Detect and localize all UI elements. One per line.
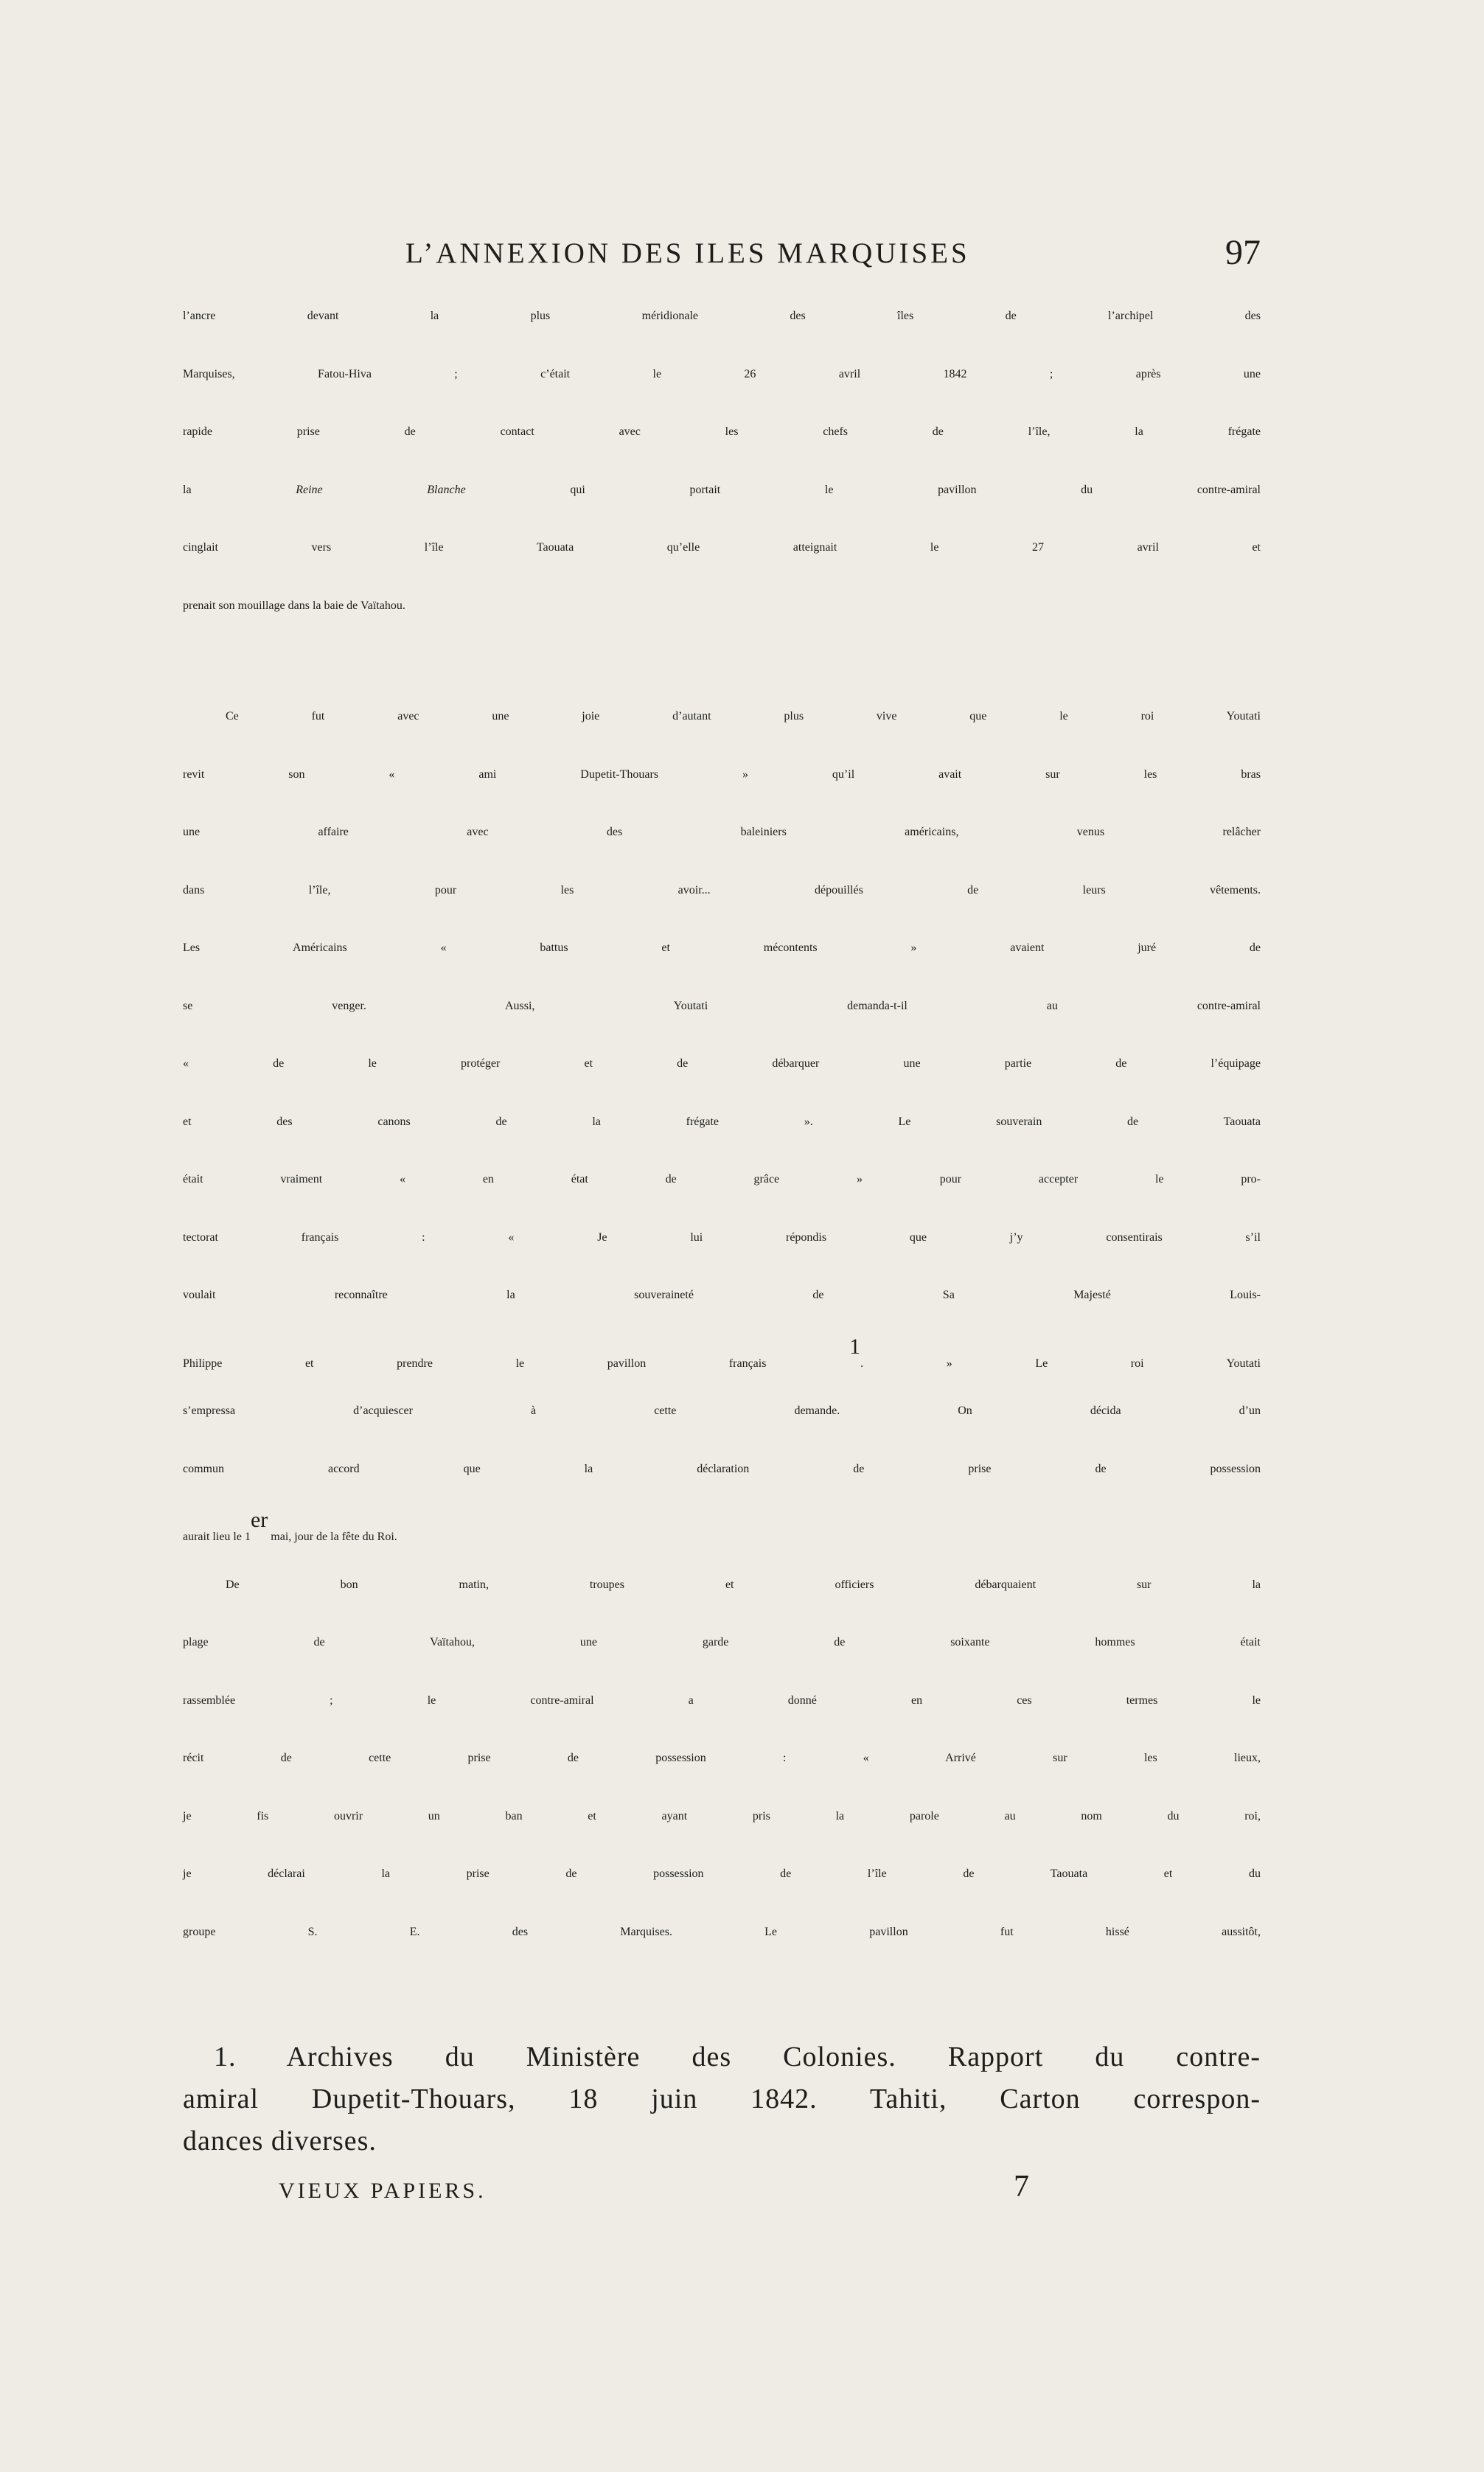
signature-number: 7: [1014, 2170, 1029, 2204]
footnote-reference: 1: [849, 1334, 861, 1359]
running-title: L’ANNEXION DES ILES MARQUISES: [405, 237, 970, 269]
text-line: Marquises, Fatou-Hiva ; c’était le 26 avril 1842 ; après une: [183, 367, 1261, 380]
text-line: rassemblée ; le contre-amiral a donné en ces termes le: [183, 1693, 1261, 1707]
text-line: cinglait vers l’île Taouata qu’elle atteignait le 27 avril et: [183, 541, 1261, 554]
text-run: qui portait le pavillon du contre-amiral: [465, 483, 1261, 496]
text-line: une affaire avec des baleiniers américains, venus relâcher: [183, 826, 1261, 838]
text-line: se venger. Aussi, Youtati demanda-t-il au contre-amiral: [183, 999, 1261, 1012]
text-line: était vraiment « en état de grâce » pour accepter le pro-: [183, 1173, 1261, 1185]
footnote-line: 1. Archives du Ministère des Colonies. Rapport du contre-: [214, 2041, 1261, 2072]
running-head: [184, 232, 1261, 276]
text-run: Philippe et prendre le pavillon français: [183, 1357, 850, 1370]
body-text: [183, 310, 1261, 1983]
text-run: la: [183, 483, 296, 496]
footnote-line: amiral Dupetit-Thouars, 18 juin 1842. Tahiti, Carton correspon-: [183, 2083, 1261, 2114]
text-line: s’empressa d’acquiescer à cette demande. On décida d’un: [183, 1404, 1261, 1417]
text-line: et des canons de la frégate ». Le souverain de Taouata: [183, 1115, 1261, 1128]
text-line: tectorat français : « Je lui répondis que j’y consentirais s’il: [183, 1230, 1261, 1244]
ordinal-suffix: er: [250, 1508, 268, 1532]
text-line: groupe S. E. des Marquises. Le pavillon fut hissé aussitôt,: [183, 1925, 1261, 1938]
footnote-line: dances diverses.: [183, 2125, 377, 2156]
text-line: revit son « ami Dupetit-Thouars » qu’il avait sur les bras: [183, 767, 1261, 781]
text-line: l’ancre devant la plus méridionale des îles de l’archipel des: [183, 310, 1261, 322]
paragraph-gap: [183, 657, 1261, 710]
ship-name: Reine Blanche: [296, 483, 466, 496]
text-line: De bon matin, troupes et officiers débarquaient sur la: [226, 1578, 1261, 1591]
text-line: voulait reconnaître la souveraineté de Sa Majesté Louis-: [183, 1289, 1261, 1301]
text-line: [183, 484, 1261, 542]
paragraph: [183, 1578, 1261, 1984]
footnote: [183, 2036, 1261, 2162]
text-line: « de le protéger et de débarquer une partie de l’équipage: [183, 1057, 1261, 1070]
text-line: [183, 1508, 1261, 1578]
text-run: . » Le roi Youtati: [860, 1357, 1261, 1370]
text-line: prenait son mouillage dans la baie de Vaïtahou.: [183, 599, 405, 612]
printer-signature: VIEUX PAPIERS.: [279, 2179, 487, 2203]
text-line: commun accord que la déclaration de prise de possession: [183, 1462, 1261, 1475]
text-line: Les Américains « battus et mécontents » avaient juré de: [183, 941, 1261, 954]
text-line: [183, 1334, 1261, 1405]
paragraph: [183, 310, 1261, 657]
text-line: rapide prise de contact avec les chefs de l’île, la frégate: [183, 425, 1261, 438]
text-line: plage de Vaïtahou, une garde de soixante hommes était: [183, 1636, 1261, 1648]
text-line: dans l’île, pour les avoir... dépouillés de leurs vêtements.: [183, 883, 1261, 896]
text-line: je fis ouvrir un ban et ayant pris la parole au nom du roi,: [183, 1809, 1261, 1822]
text-run: aurait lieu le 1: [183, 1531, 251, 1543]
paragraph: [183, 710, 1261, 1578]
text-line: récit de cette prise de possession : « Arrivé sur les lieux,: [183, 1752, 1261, 1764]
text-run: mai, jour de la fête du Roi.: [268, 1531, 397, 1543]
text-line: je déclarai la prise de possession de l’île de Taouata et du: [183, 1867, 1261, 1880]
text-line: Ce fut avec une joie d’autant plus vive que le roi Youtati: [226, 710, 1261, 723]
page-number: 97: [1225, 233, 1261, 272]
